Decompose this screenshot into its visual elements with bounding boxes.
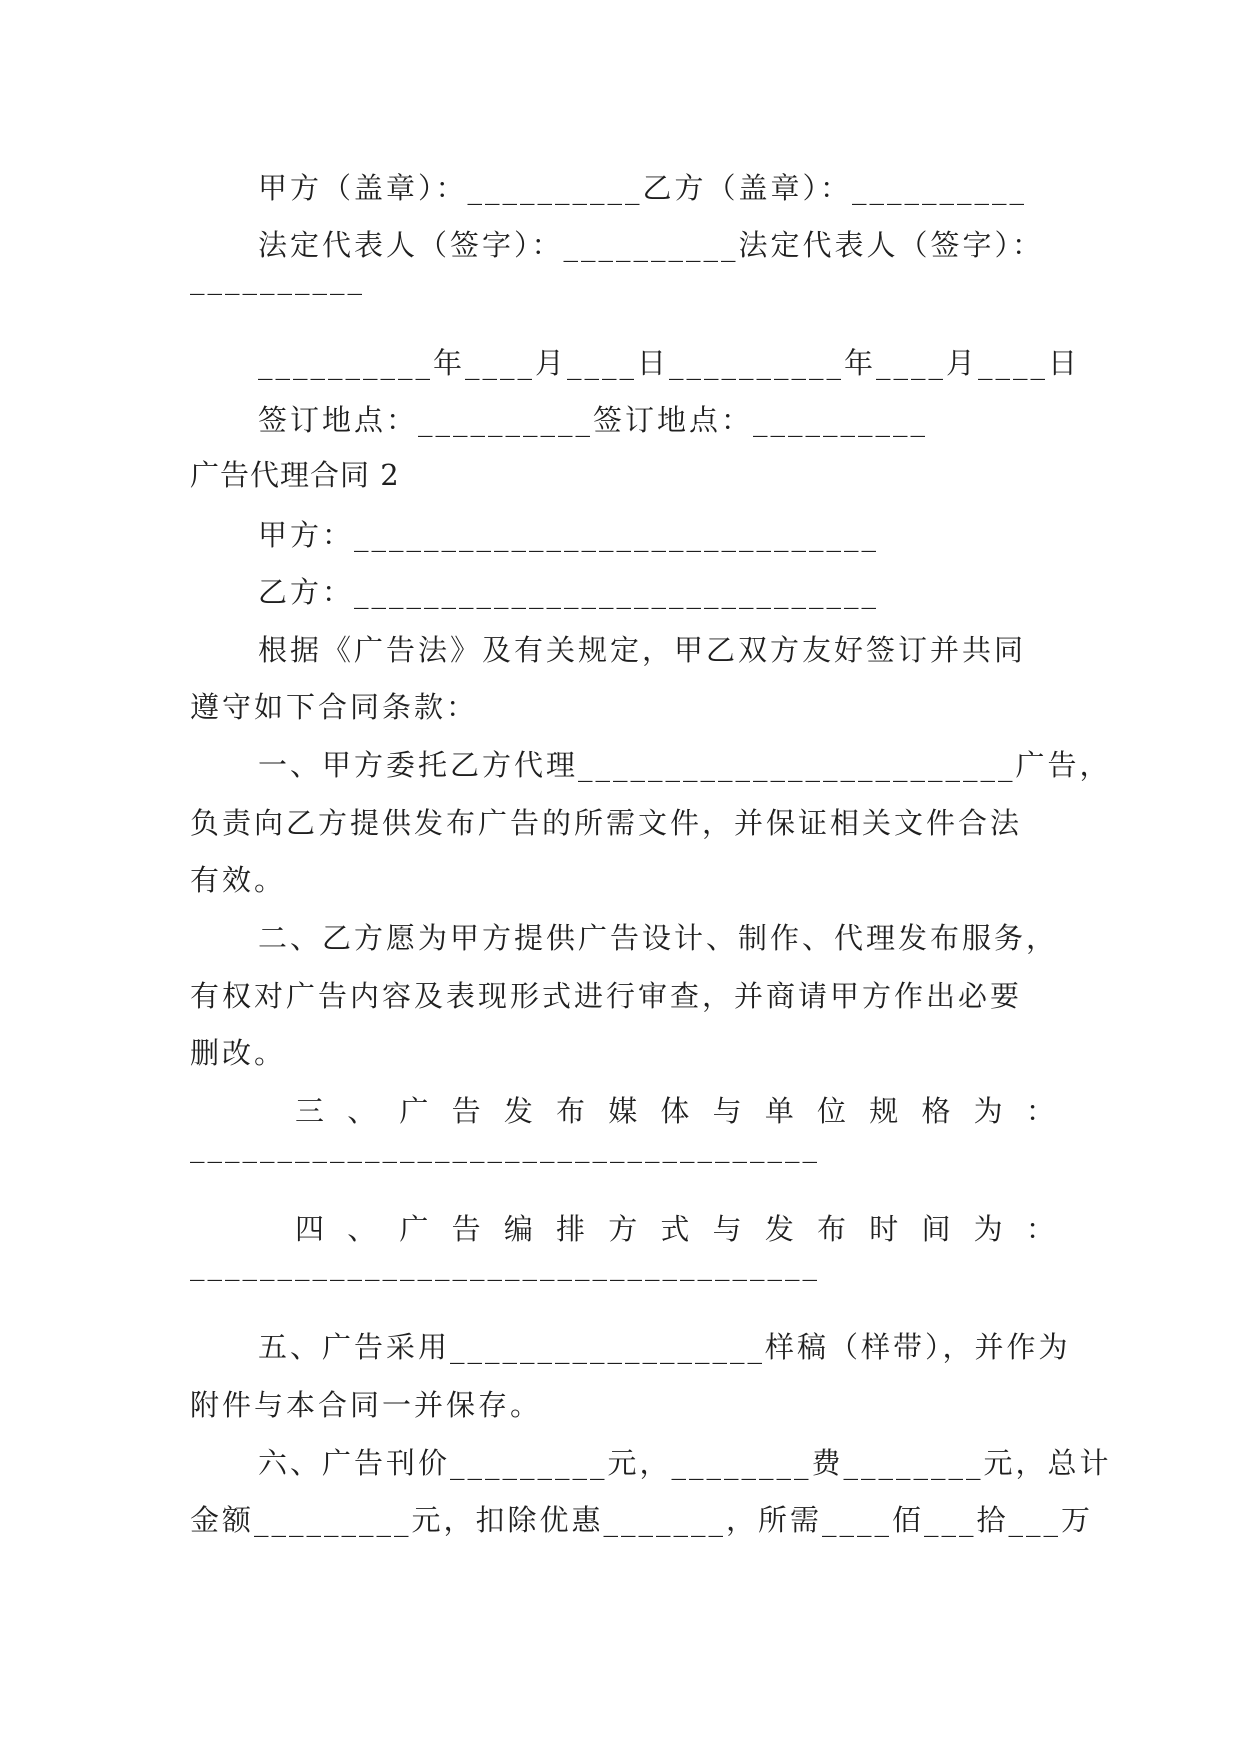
preamble-line-1: 根据《广告法》及有关规定，甲乙双方友好签订并共同: [258, 633, 1027, 667]
clause-4-char: 四: [295, 1212, 325, 1246]
clause-4-char: 时: [869, 1212, 899, 1246]
clause-4-char: 为: [973, 1212, 1003, 1246]
clause-3-char: 三: [295, 1094, 325, 1128]
preamble-line-2: 遵守如下合同条款：: [190, 690, 479, 724]
clause-3-blank: ____________________________________: [190, 1129, 820, 1163]
clause-4-char: 布: [817, 1212, 847, 1246]
contract-title: 广告代理合同 2: [190, 458, 400, 492]
clause-4-char: 方: [608, 1212, 638, 1246]
party-a-line: 甲方：______________________________: [258, 518, 880, 552]
clause-3-char: 布: [556, 1094, 586, 1128]
legal-rep-signature-line: 法定代表人（签字）：__________法定代表人（签字）：: [258, 228, 1045, 262]
clause-4-char: 、: [347, 1212, 377, 1246]
clause-3-char: 广: [399, 1094, 429, 1128]
clause-5-line-2: 附件与本合同一并保存。: [190, 1388, 543, 1422]
clause-4-char: ：: [1025, 1212, 1055, 1246]
clause-2-line-1: 二、乙方愿为甲方提供广告设计、制作、代理发布服务，: [258, 921, 1059, 955]
clause-3-char: 发: [503, 1094, 533, 1128]
clause-1-line-3: 有效。: [190, 863, 287, 897]
clause-4-char: 发: [764, 1212, 794, 1246]
clause-4-char: 广: [399, 1212, 429, 1246]
clause-3-char: 规: [869, 1094, 899, 1128]
clause-4-blank: ____________________________________: [190, 1247, 820, 1281]
signing-place-line: 签订地点：__________签订地点：__________: [258, 403, 929, 437]
clause-3-line-1: [295, 1091, 1055, 1131]
clause-3-char: ：: [1025, 1094, 1055, 1128]
clause-4-char: 式: [660, 1212, 690, 1246]
clause-3-char: 体: [660, 1094, 690, 1128]
clause-3-char: 格: [921, 1094, 951, 1128]
clause-3-char: 位: [817, 1094, 847, 1128]
clause-4-char: 编: [503, 1212, 533, 1246]
clause-3-char: 媒: [608, 1094, 638, 1128]
clause-3-char: 为: [973, 1094, 1003, 1128]
clause-3-char: 与: [712, 1094, 742, 1128]
clause-6-line-1: 六、广告刊价_________元，________费________元，总计: [258, 1446, 1112, 1480]
clause-1-line-2: 负责向乙方提供发布广告的所需文件，并保证相关文件合法: [190, 806, 1023, 840]
clause-3-char: 、: [347, 1094, 377, 1128]
legal-rep-blank: __________: [190, 261, 365, 295]
clause-4-char: 与: [712, 1212, 742, 1246]
date-line: __________年____月____日__________年____月____日: [258, 346, 1081, 380]
clause-1-line-1: 一、甲方委托乙方代理_________________________广告，: [258, 748, 1112, 782]
party-b-line: 乙方：______________________________: [258, 575, 880, 609]
clause-4-char: 间: [921, 1212, 951, 1246]
clause-6-line-2: 金额_________元，扣除优惠_______，所需____佰___拾___万: [190, 1503, 1094, 1537]
clause-3-char: 单: [764, 1094, 794, 1128]
clause-5-line-1: 五、广告采用__________________样稿（样带），并作为: [258, 1330, 1071, 1364]
clause-4-line-1: [295, 1209, 1055, 1249]
clause-3-char: 告: [451, 1094, 481, 1128]
party-a-b-seal-line: 甲方（盖章）：__________乙方（盖章）：__________: [258, 171, 1028, 205]
clause-2-line-2: 有权对广告内容及表现形式进行审查，并商请甲方作出必要: [190, 979, 1023, 1013]
clause-4-char: 告: [451, 1212, 481, 1246]
clause-4-char: 排: [556, 1212, 586, 1246]
clause-2-line-3: 删改。: [190, 1036, 287, 1070]
